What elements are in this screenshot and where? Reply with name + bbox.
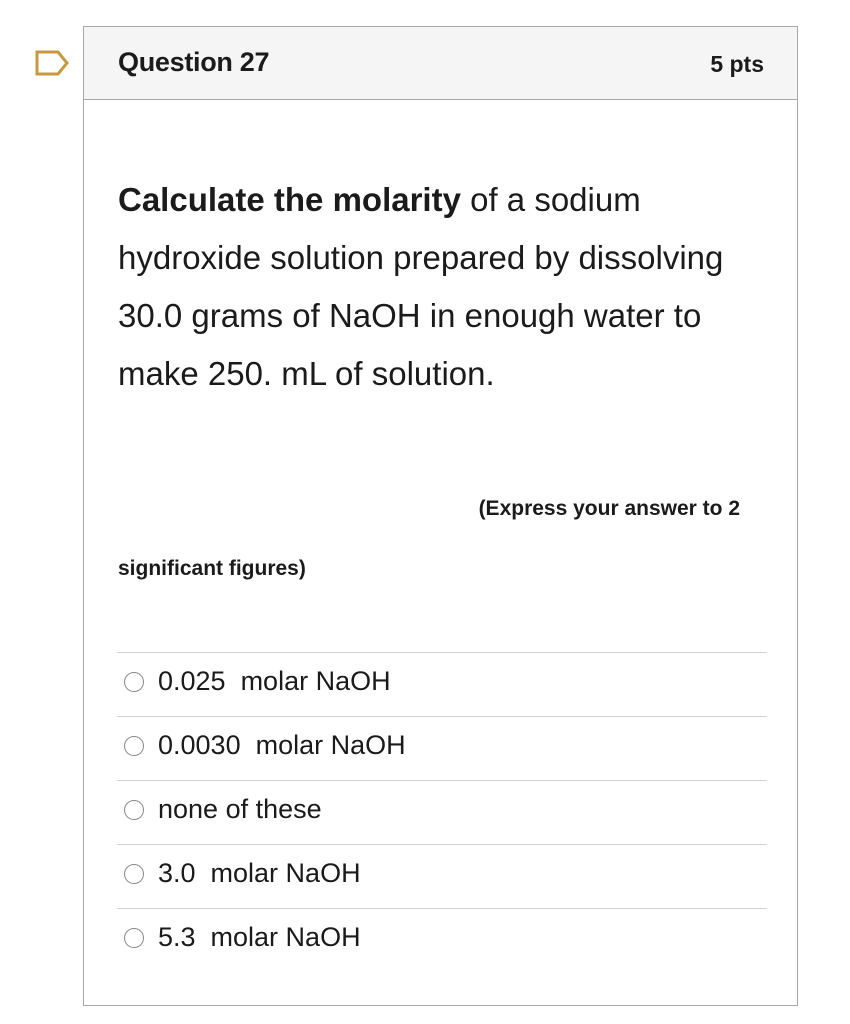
radio-button[interactable]: [124, 736, 144, 756]
radio-button[interactable]: [124, 864, 144, 884]
answer-label[interactable]: 3.0 molar NaOH: [158, 858, 361, 888]
question-title: Question 27: [118, 47, 270, 77]
radio-button[interactable]: [124, 672, 144, 692]
answer-list: [117, 652, 767, 973]
answer-option[interactable]: [117, 781, 767, 845]
answer-option[interactable]: [117, 653, 767, 717]
answer-label[interactable]: 0.0030 molar NaOH: [158, 730, 406, 760]
radio-button[interactable]: [124, 800, 144, 820]
answer-option[interactable]: [117, 717, 767, 781]
answer-label[interactable]: 0.025 molar NaOH: [158, 666, 391, 696]
answer-option[interactable]: [117, 845, 767, 909]
question-text-bold: Calculate the molarity: [118, 181, 461, 218]
answer-label[interactable]: 5.3 molar NaOH: [158, 922, 361, 952]
answer-instruction-line-1: (Express your answer to 2: [478, 497, 740, 520]
answer-label[interactable]: none of these: [158, 794, 322, 824]
answer-instruction-line-2: significant figures): [118, 557, 306, 580]
question-card: [83, 26, 798, 1006]
radio-button[interactable]: [124, 928, 144, 948]
question-text: [118, 171, 738, 403]
answer-option[interactable]: [117, 909, 767, 973]
flag-question-icon[interactable]: [34, 49, 70, 77]
question-points: 5 pts: [710, 51, 764, 77]
question-text-rest: of a sodium hydroxide solution prepared by dissolving 30.0 grams of NaOH in enough water to make 250. mL of solution.: [118, 181, 724, 392]
question-header: [84, 27, 797, 100]
